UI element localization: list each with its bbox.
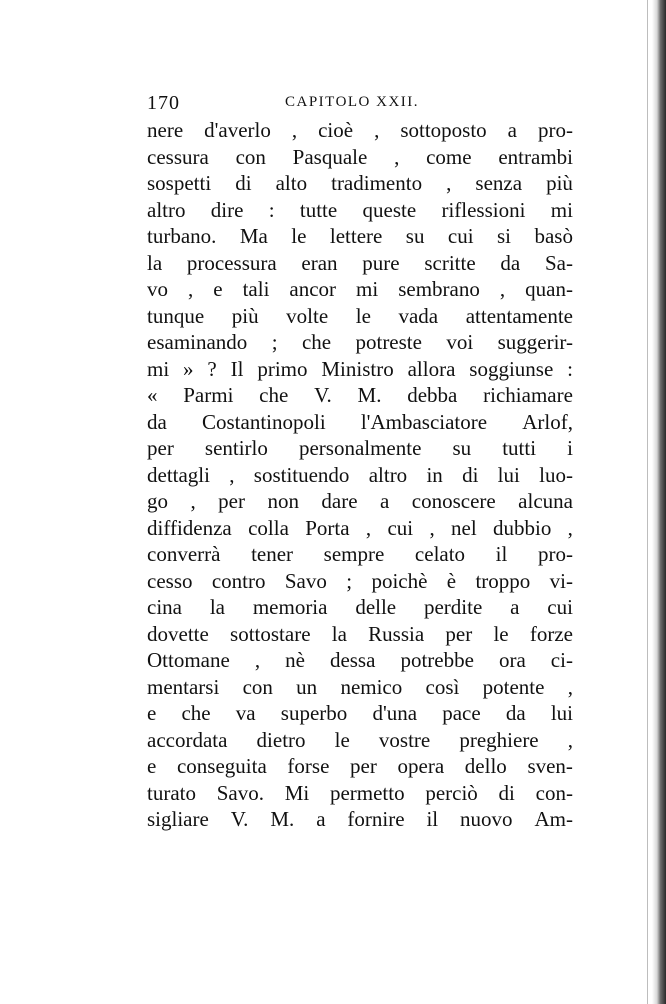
page-edge-line xyxy=(647,0,648,1004)
running-head xyxy=(147,92,447,118)
text-line: e conseguita forse per opera dello sven- xyxy=(147,754,573,778)
text-line: per sentirlo personalmente su tutti i xyxy=(147,436,573,460)
text-line: tunque più volte le vada attentamente xyxy=(147,303,573,328)
text-line: go , per non dare a conoscere alcuna xyxy=(147,489,573,513)
chapter-title: CAPITOLO XXII. xyxy=(285,94,420,110)
text-line: sospetti di alto tradimento , senza più xyxy=(147,171,573,195)
text-line: nere d'averlo , cioè , sottoposto a pro- xyxy=(147,118,573,142)
text-line: vo , e tali ancor mi sembrano , quan- xyxy=(147,277,573,301)
text-line: cesso contro Savo ; poichè è troppo vi- xyxy=(147,568,573,593)
page-gutter-shadow xyxy=(652,0,666,1004)
text-line: esaminando ; che potreste voi suggerir- xyxy=(147,330,573,354)
body-text xyxy=(147,117,573,833)
text-line: dettagli , sostituendo altro in di lui luo- xyxy=(147,462,573,487)
text-line: turato Savo. Mi permetto perciò di con- xyxy=(147,780,573,805)
text-line: turbano. Ma le lettere su cui si basò xyxy=(147,224,573,248)
text-line: la processura eran pure scritte da Sa- xyxy=(147,250,573,275)
text-line: converrà tener sempre celato il pro- xyxy=(147,542,573,566)
text-line: cina la memoria delle perdite a cui xyxy=(147,595,573,619)
page-number: 170 xyxy=(147,92,180,114)
text-line: mi » ? Il primo Ministro allora soggiunse : xyxy=(147,356,573,381)
text-line: e che va superbo d'una pace da lui xyxy=(147,701,573,725)
text-line: mentarsi con un nemico così potente , xyxy=(147,674,573,699)
text-line: « Parmi che V. M. debba richiamare xyxy=(147,383,573,407)
text-line: cessura con Pasquale , come entrambi xyxy=(147,144,573,169)
text-line: diffidenza colla Porta , cui , nel dubbio , xyxy=(147,515,573,540)
text-line: Ottomane , nè dessa potrebbe ora ci- xyxy=(147,648,573,672)
text-line: altro dire : tutte queste riflessioni mi xyxy=(147,197,573,222)
text-line: accordata dietro le vostre preghiere , xyxy=(147,727,573,752)
text-line: dovette sottostare la Russia per le forze xyxy=(147,621,573,646)
text-line: sigliare V. M. a fornire il nuovo Am- xyxy=(147,807,573,831)
text-line: da Costantinopoli l'Ambasciatore Arlof, xyxy=(147,409,573,434)
